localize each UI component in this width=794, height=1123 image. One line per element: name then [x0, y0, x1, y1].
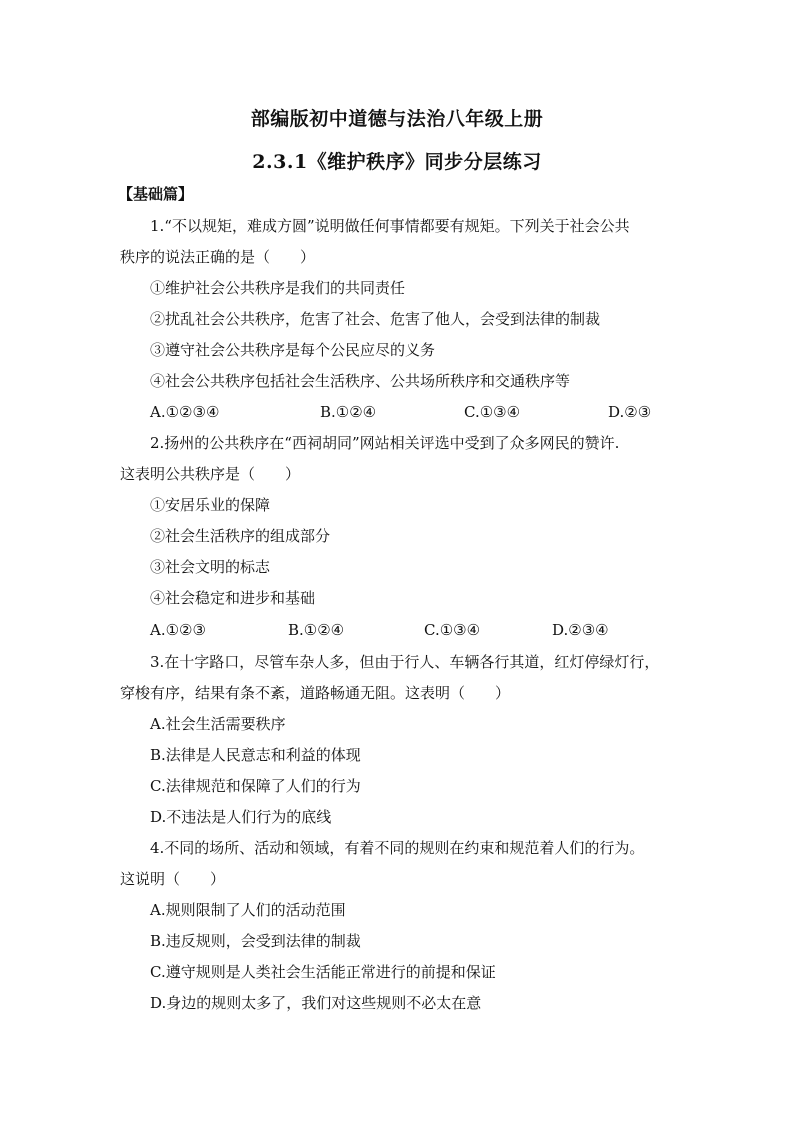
question-3-stem-line-1: 3.在十字路口，尽管车杂人多，但由于行人、车辆各行其道，红灯停绿灯行， — [150, 653, 660, 671]
question-3-option-b: B.法律是人民意志和利益的体现 — [150, 746, 361, 764]
question-3-option-a: A.社会生活需要秩序 — [150, 715, 286, 733]
document-subtitle: 2.3.1《维护秩序》同步分层练习 — [252, 151, 542, 173]
question-4-option-b: B.违反规则，会受到法律的制裁 — [150, 932, 361, 950]
question-1-option-d: D.②③ — [608, 403, 652, 421]
question-1-statement-3: ③遵守社会公共秩序是每个公民应尽的义务 — [150, 341, 436, 359]
question-1-stem-line-2: 秩序的说法正确的是（ ） — [120, 248, 316, 266]
question-4-option-d: D.身边的规则太多了，我们对这些规则不必太在意 — [150, 994, 482, 1012]
question-2-option-c: C.①③④ — [424, 621, 481, 639]
question-2-stem-line-2: 这表明公共秩序是（ ） — [120, 465, 301, 483]
question-1-stem-line-1: 1.“不以规矩，难成方圆”说明做任何事情都要有规矩。下列关于社会公共 — [150, 217, 630, 235]
question-1-option-c: C.①③④ — [464, 403, 521, 421]
question-1-statement-4: ④社会公共秩序包括社会生活秩序、公共场所秩序和交通秩序等 — [150, 372, 571, 390]
question-1-option-a: A.①②③④ — [150, 403, 220, 421]
question-4-stem-line-2: 这说明（ ） — [120, 870, 226, 888]
question-4-stem-line-1: 4.不同的场所、活动和领域，有着不同的规则在约束和规范着人们的行为。 — [150, 839, 645, 857]
question-1-statement-2: ②扰乱社会公共秩序，危害了社会、危害了他人，会受到法律的制裁 — [150, 310, 601, 328]
question-1-statement-1: ①维护社会公共秩序是我们的共同责任 — [150, 279, 406, 297]
question-1-option-b: B.①②④ — [320, 403, 377, 421]
question-2-statement-4: ④社会稳定和进步和基础 — [150, 589, 316, 607]
question-4-option-c: C.遵守规则是人类社会生活能正常进行的前提和保证 — [150, 963, 496, 981]
question-2-statement-1: ①安居乐业的保障 — [150, 496, 271, 514]
question-3-stem-line-2: 穿梭有序，结果有条不紊，道路畅通无阻。这表明（ ） — [120, 684, 511, 702]
section-heading: 【基础篇】 — [118, 185, 194, 203]
question-3-option-d: D.不违法是人们行为的底线 — [150, 808, 332, 826]
question-2-option-b: B.①②④ — [288, 621, 345, 639]
document-title: 部编版初中道德与法治八年级上册 — [250, 108, 544, 130]
question-2-statement-2: ②社会生活秩序的组成部分 — [150, 527, 331, 545]
question-3-option-c: C.法律规范和保障了人们的行为 — [150, 777, 361, 795]
question-2-option-a: A.①②③ — [150, 621, 206, 639]
question-2-option-d: D.②③④ — [552, 621, 609, 639]
question-2-stem-line-1: 2.扬州的公共秩序在“西祠胡同”网站相关评选中受到了众多网民的赞许. — [150, 434, 620, 452]
question-2-statement-3: ③社会文明的标志 — [150, 558, 271, 576]
question-4-option-a: A.规则限制了人们的活动范围 — [150, 901, 346, 919]
